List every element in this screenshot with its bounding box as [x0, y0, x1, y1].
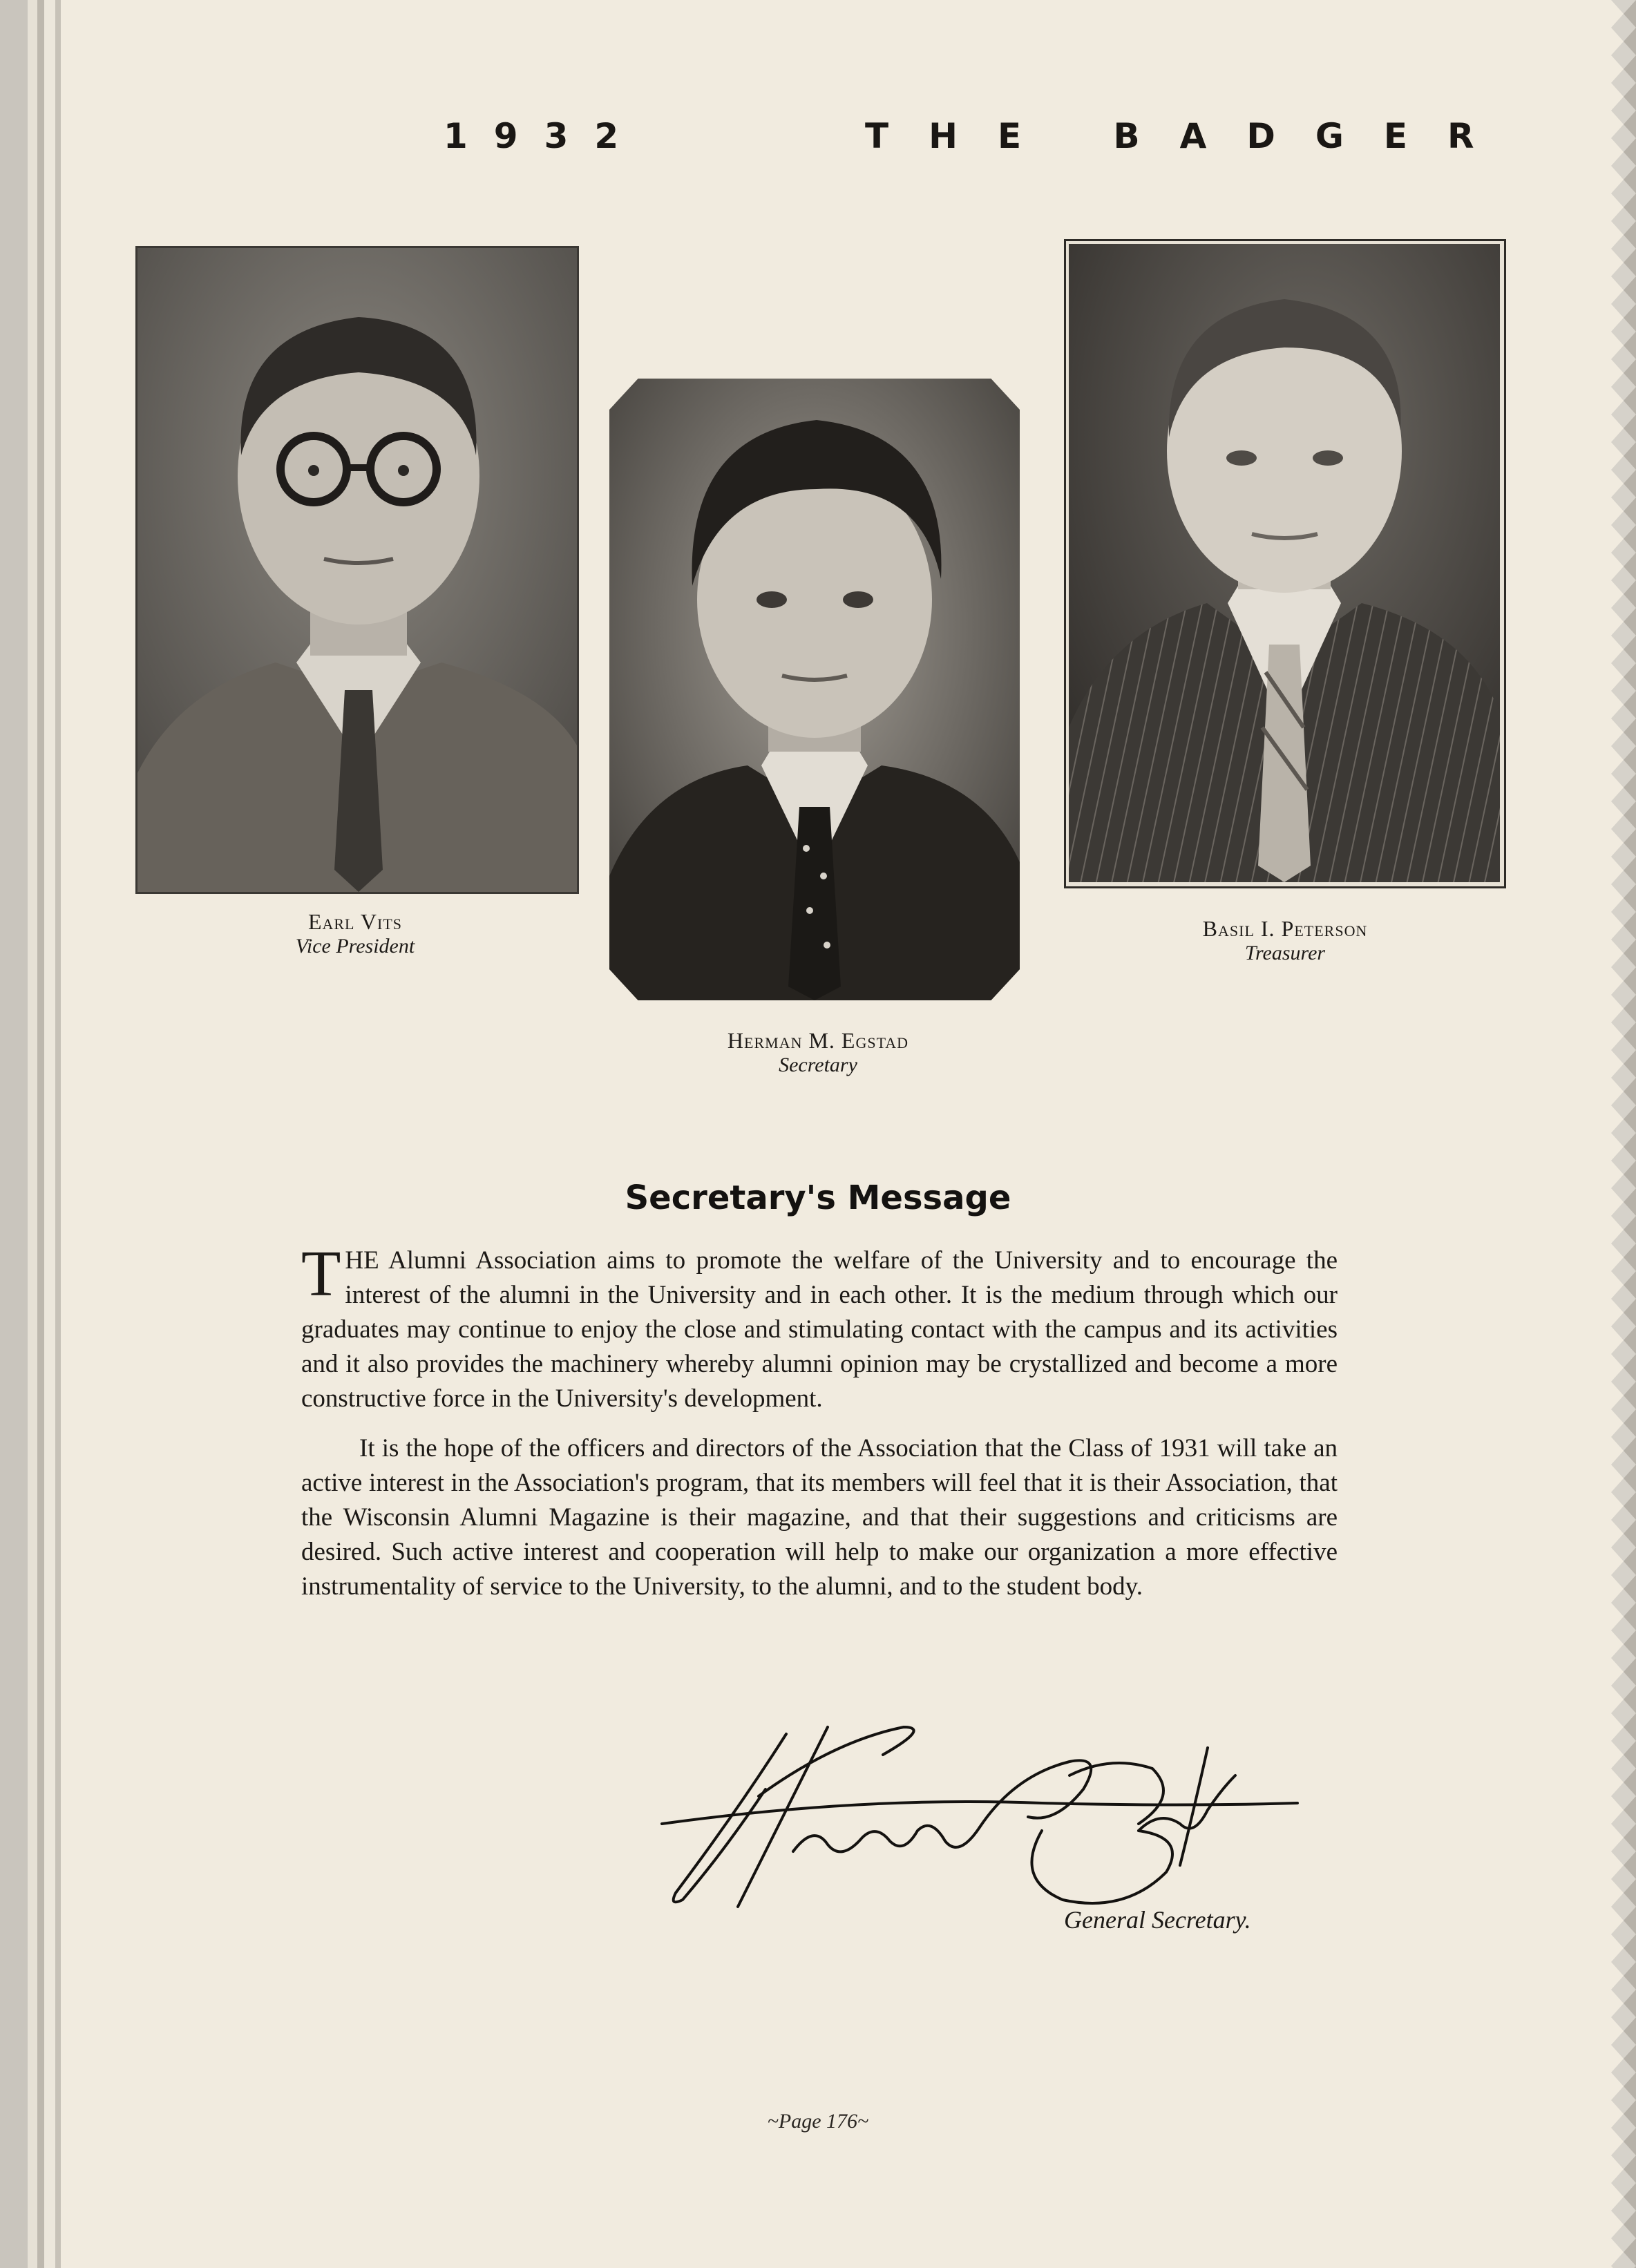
caption-role: Vice President [295, 935, 415, 957]
portrait-herman-egstad [609, 379, 1020, 1000]
right-page-edge [1611, 0, 1636, 2268]
caption-name: Earl Vits [307, 909, 403, 934]
running-head-title: THE BADGER [865, 116, 1514, 156]
portrait-basil-peterson [1064, 239, 1506, 888]
caption-name: Basil I. Peterson [1202, 916, 1368, 941]
article-body [301, 1238, 1338, 1619]
caption-role: Treasurer [1244, 942, 1326, 964]
page-number: ~Page 176~ [767, 2110, 869, 2133]
caption-role: Secretary [779, 1054, 857, 1076]
binding-stripe [0, 0, 28, 2268]
running-head-year: 1932 [444, 116, 645, 156]
caption-earl-vits [217, 909, 493, 959]
binding-stripe [55, 0, 61, 2268]
paragraph-1-text: HE Alumni Association aims to promote the welfare of the University and to encourage the interest of the alumni in the University and in each other. It is the medium through which our graduates may continue to enjoy the close and stimulating contact with the campus and its activities and it also provides the machinery whereby alumni opinion may be crystallized and become a more constructive force in the University's development. [301, 1246, 1338, 1413]
caption-name: Herman M. Egstad [727, 1028, 909, 1053]
running-head [0, 116, 1636, 164]
signature-image [655, 1713, 1304, 1914]
binding-stripe [44, 0, 55, 2268]
article-heading: Secretary's Message [625, 1179, 1011, 1217]
caption-herman-egstad [666, 1028, 970, 1078]
portrait-earl-vits [135, 246, 579, 894]
binding-stripe [37, 0, 44, 2268]
signature-title: General Secretary. [1064, 1906, 1251, 1934]
paragraph-1 [301, 1238, 1338, 1416]
caption-basil-peterson [1133, 916, 1437, 966]
paragraph-2: It is the hope of the officers and directors of the Association that the Class of 1931 will take an active interest in the Association's program, that its members will feel that it is their Association, that the Wisconsin Alumni Magazine is their magazine, and that their suggestions and criticisms are desired. Such active interest and cooperation will help to make our organization a more effective instrumentality of service to the University, to the alumni, and to the student body. [301, 1434, 1338, 1601]
binding-stripe [28, 0, 37, 2268]
drop-cap: T [301, 1238, 341, 1310]
